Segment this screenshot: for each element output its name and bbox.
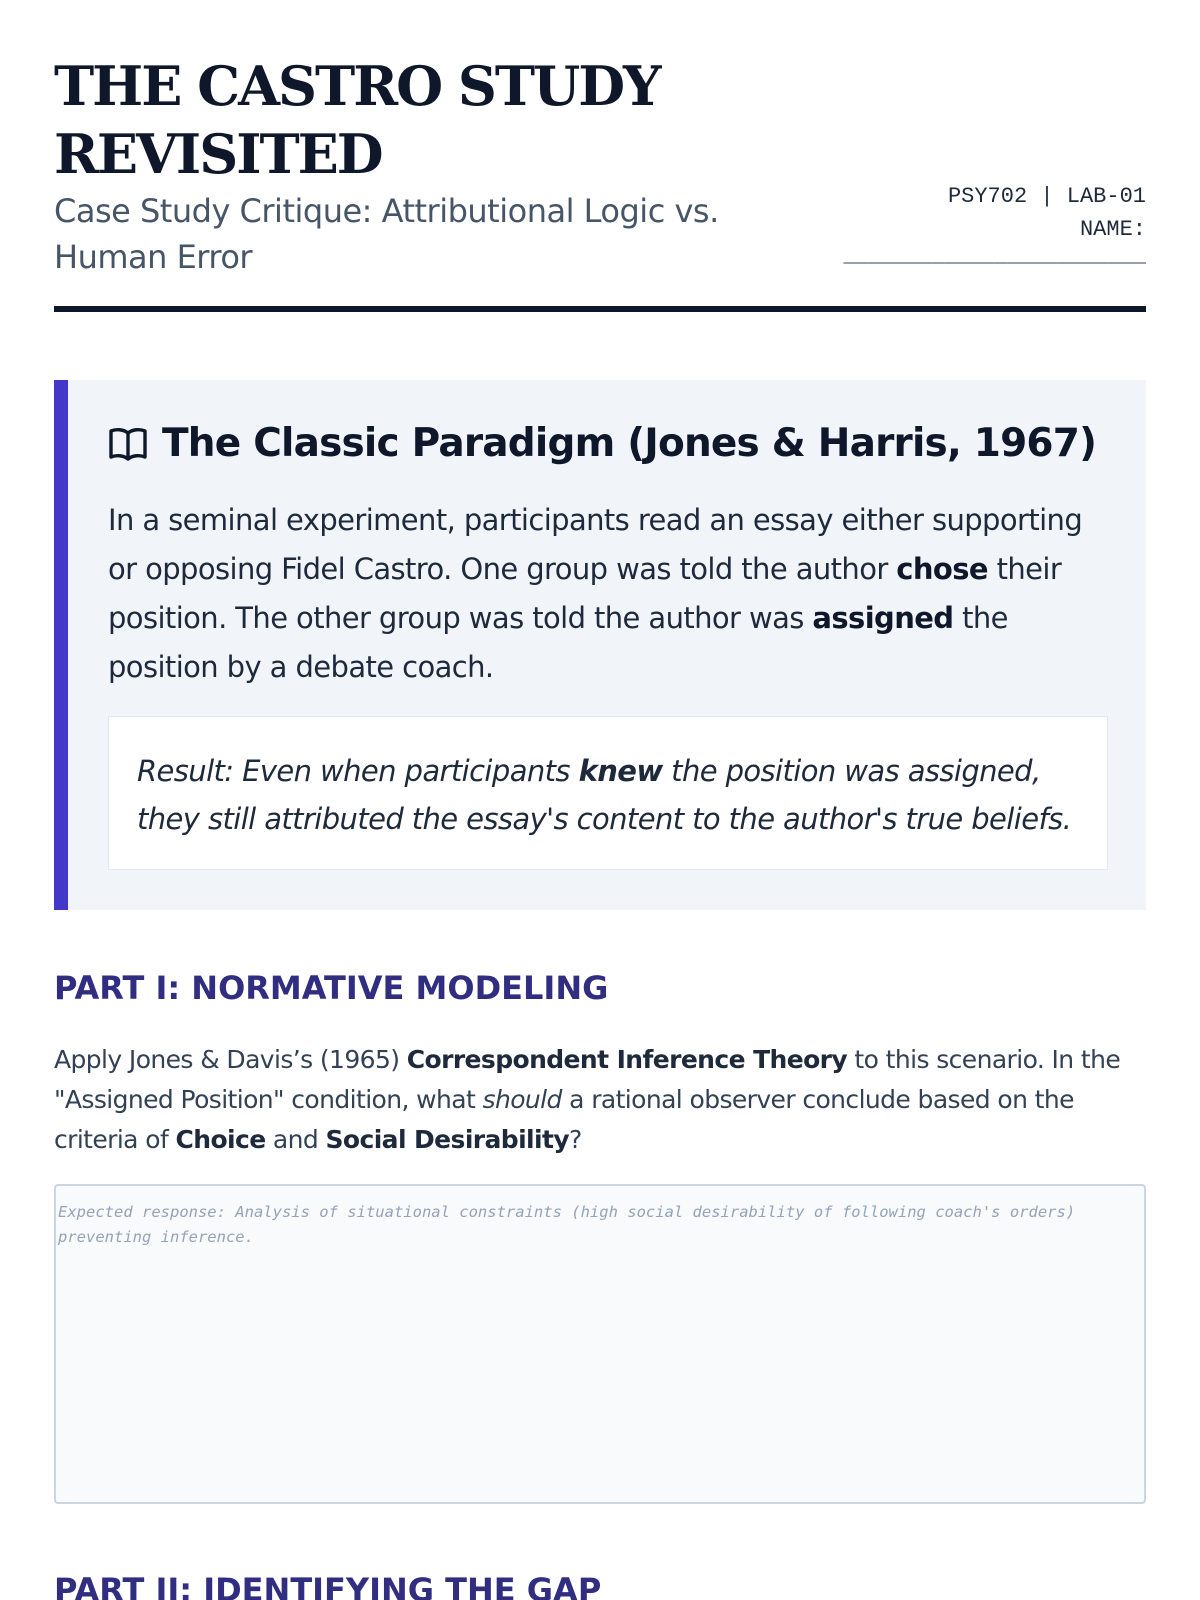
result-emphasis-knew: knew [578,754,663,788]
prompt-emphasis-should: should [482,1085,562,1114]
result-box [108,716,1108,870]
callout-title-text: The Classic Paradigm (Jones & Harris, 1967) [162,421,1097,466]
prompt-text: to this scenario. In the "Assigned Position" condition, what [54,1045,1121,1114]
prompt-text: and [265,1125,326,1154]
callout-body-text: their position. The other group was told the author was [108,552,1062,635]
course-code: PSY702 | LAB-01 [947,184,1146,209]
callout-body-text: the position by a debate coach. [108,601,1008,684]
part-1-answer-field[interactable] [54,1184,1146,1504]
worksheet-page [54,0,1146,1600]
prompt-emphasis-theory: Correspondent Inference Theory [406,1045,848,1074]
result-text [137,747,1079,843]
callout-body-emphasis-assigned: assigned [812,601,954,635]
prompt-emphasis-social-desirability: Social Desirability [325,1125,570,1154]
result-text-part: the position was assigned, they still attributed the essay's content to the author's true beliefs. [137,754,1072,836]
callout-body-emphasis-chose: chose [896,552,988,586]
part-1-heading: PART I: NORMATIVE MODELING [54,969,609,1007]
prompt-text: ? [569,1125,582,1154]
callout-title [108,420,1096,468]
header-divider [54,306,1146,312]
part-2-heading: PART II: IDENTIFYING THE GAP [54,1571,602,1600]
course-meta [766,180,1146,268]
prompt-text: Apply Jones & Davis’s (1965) [54,1045,407,1074]
page-title: THE CASTRO STUDY REVISITED [54,54,660,186]
part-1-prompt [54,1040,1146,1160]
callout-body [108,496,1108,692]
prompt-emphasis-choice: Choice [175,1125,266,1154]
open-book-icon [108,426,148,462]
page-subtitle: Case Study Critique: Attributional Logic vs. Human Error [54,192,719,276]
name-blank-line: ________________________ [843,245,1146,268]
callout-body-text: In a seminal experiment, participants read an essay either supporting or opposing Fidel Castro. One group was told the author [108,503,1083,586]
name-label: NAME: [1079,217,1146,242]
prompt-text: a rational observer conclude based on the criteria of [54,1085,1074,1154]
classic-paradigm-callout [54,380,1146,910]
result-text-part: Result: Even when participants [137,754,579,788]
worksheet-header [54,0,1146,316]
